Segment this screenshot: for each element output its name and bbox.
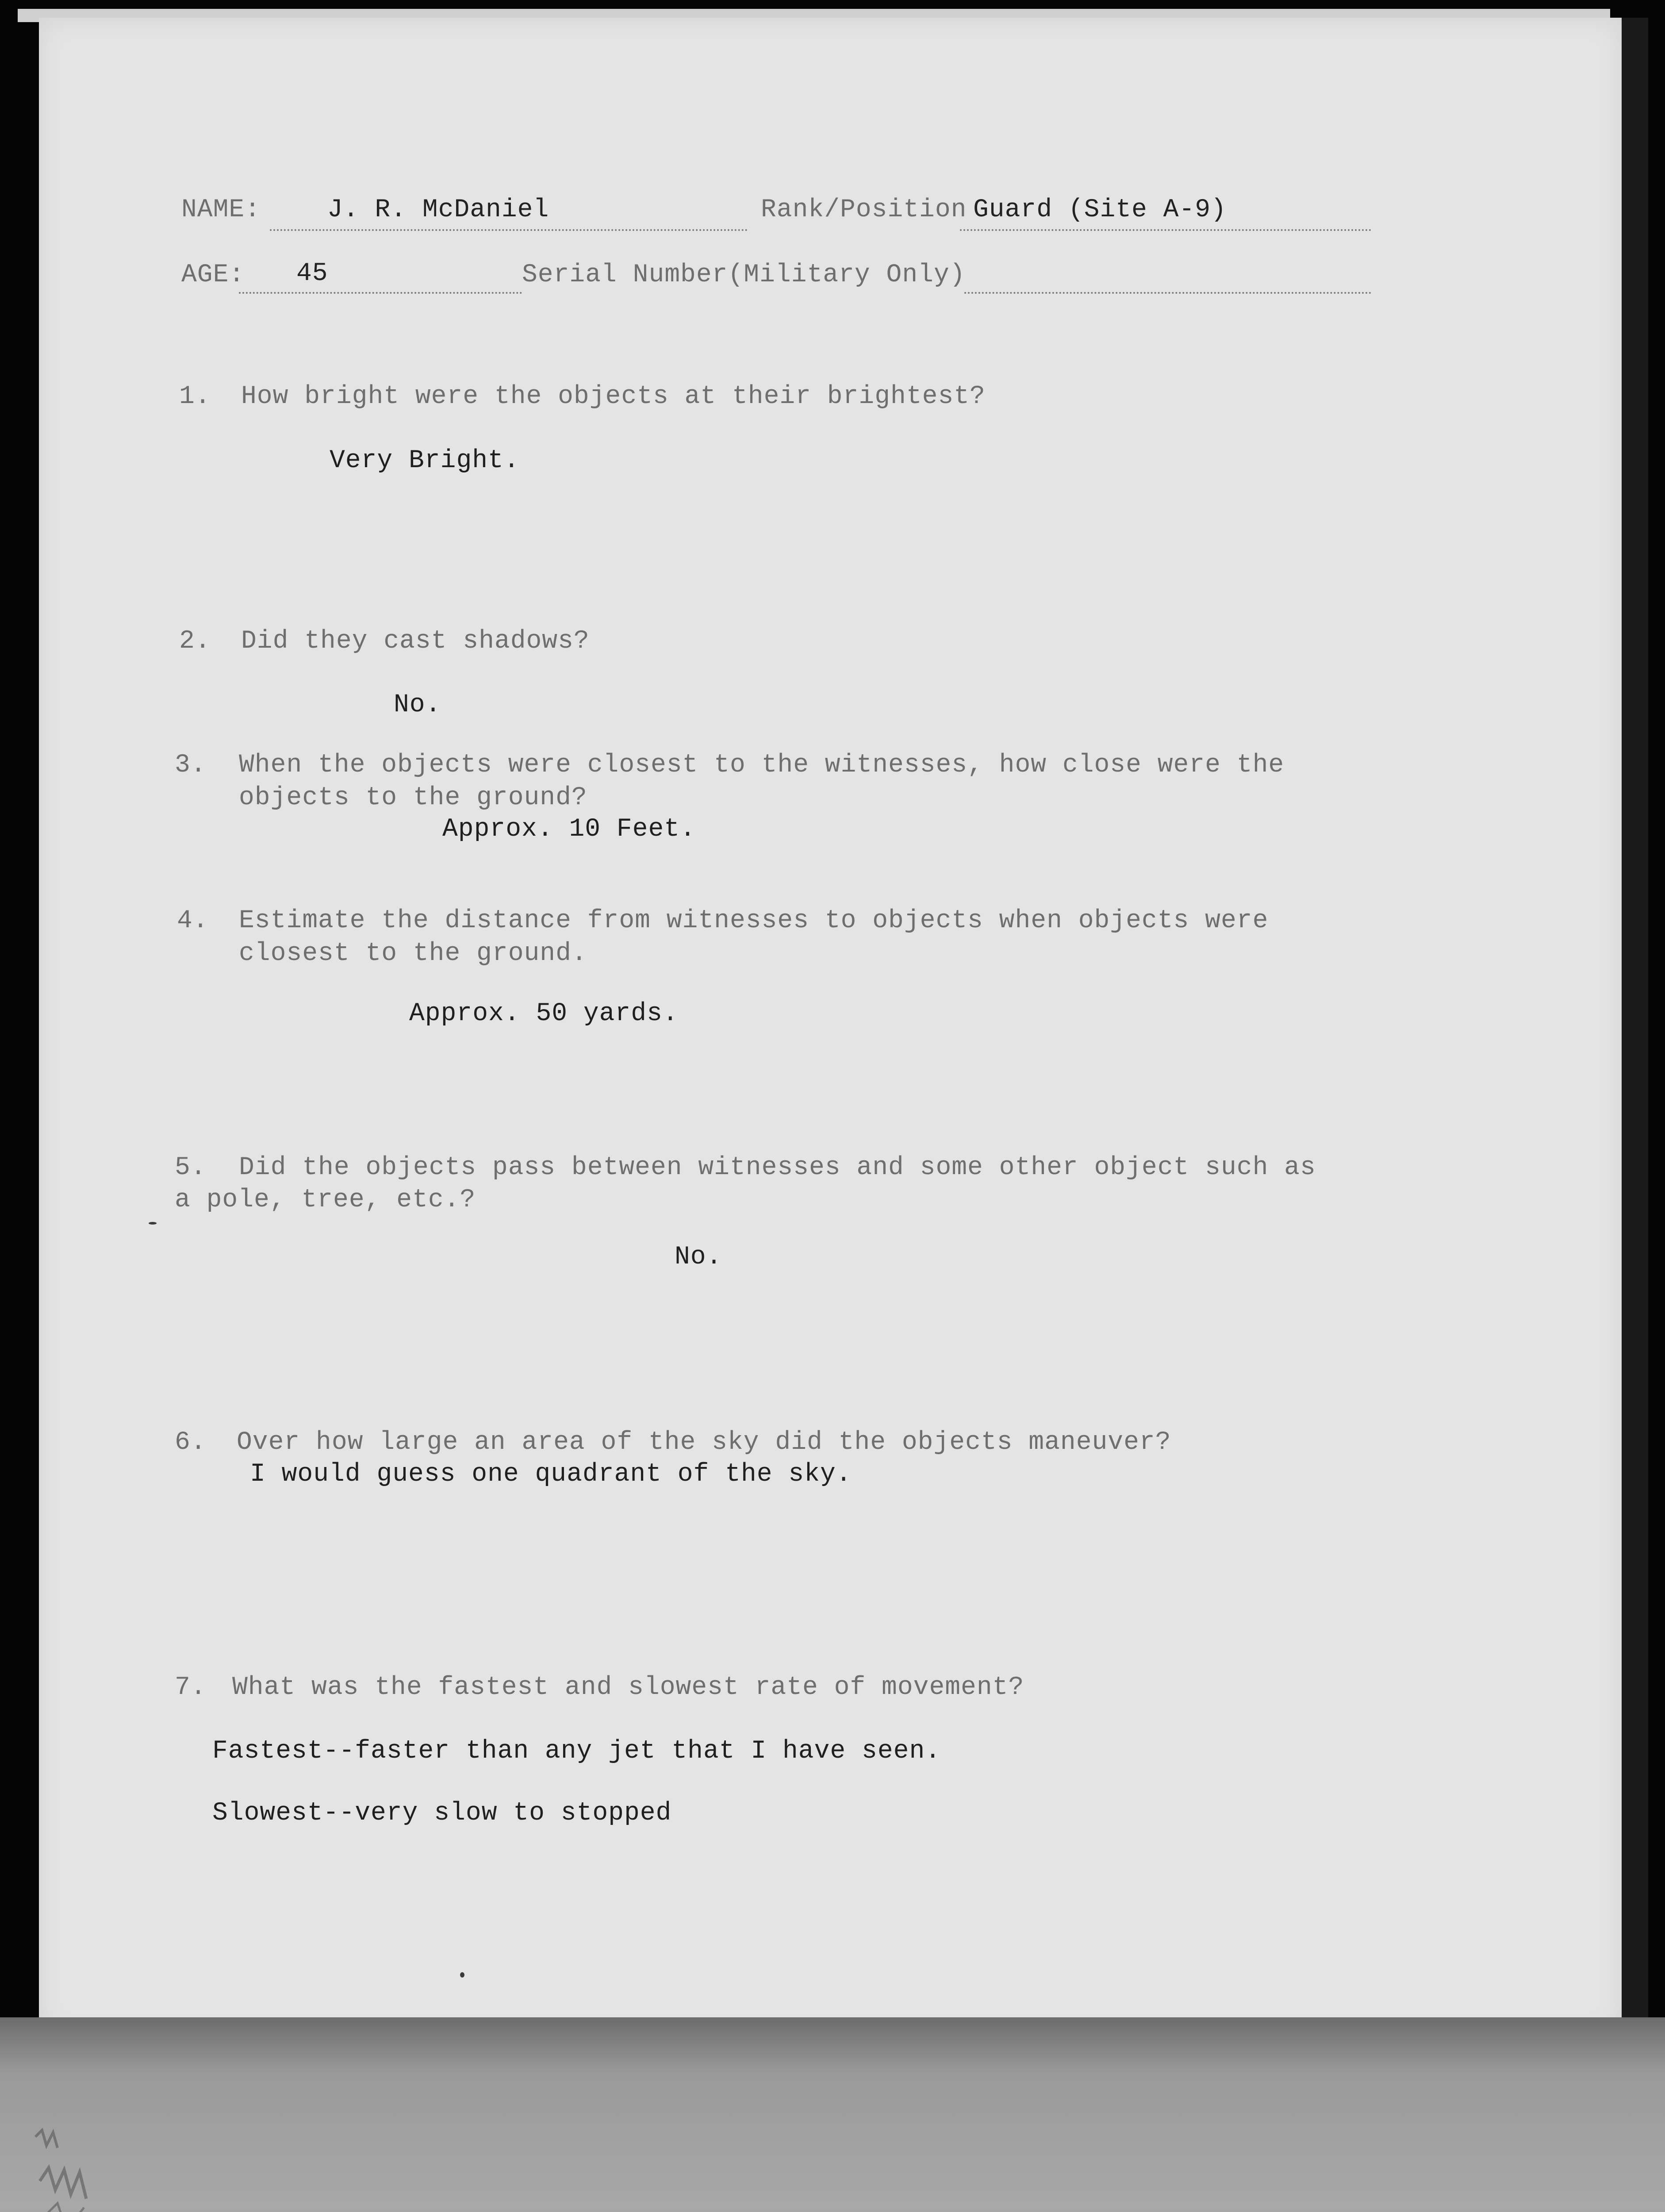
answer-5: No. (675, 1243, 722, 1271)
serial-underline (964, 292, 1371, 294)
name-underline (270, 229, 748, 231)
question-5-text-line-2: a pole, tree, etc.? (175, 1186, 476, 1214)
serial-label: Serial Number(Military Only) (522, 261, 966, 289)
question-5-number: 5. (175, 1153, 207, 1182)
answer-6: I would guess one quadrant of the sky. (250, 1460, 852, 1489)
question-7-text: What was the fastest and slowest rate of movement? (232, 1673, 1024, 1702)
name-label: NAME: (181, 196, 261, 224)
question-7-number: 7. (175, 1673, 207, 1702)
age-underline (239, 292, 522, 294)
answer-7-line-1: Fastest--faster than any jet that I have seen. (212, 1737, 941, 1766)
sheet-right-shadow (1622, 18, 1648, 2035)
rank-label: Rank/Position (761, 196, 967, 224)
question-3-number: 3. (175, 751, 207, 780)
question-2-text: Did they cast shadows? (241, 627, 590, 656)
answer-7-line-2: Slowest--very slow to stopped (212, 1799, 672, 1828)
name-value: J. R. McDaniel (327, 196, 549, 224)
answer-3: Approx. 10 Feet. (442, 815, 696, 844)
question-1-text: How bright were the objects at their brightest? (241, 382, 986, 411)
age-value: 45 (296, 259, 328, 288)
backing-scrawl-marks (31, 2128, 155, 2212)
paper-speck (149, 1222, 157, 1225)
question-4-text-line-2: closest to the ground. (239, 939, 587, 968)
question-4-number: 4. (177, 906, 209, 935)
question-6-number: 6. (175, 1428, 207, 1457)
paper-speck (460, 1972, 464, 1978)
answer-1: Very Bright. (330, 446, 520, 475)
answer-4: Approx. 50 yards. (409, 999, 679, 1028)
rank-underline (960, 229, 1371, 231)
document-sheet (39, 18, 1622, 2035)
backing-board (0, 2017, 1665, 2212)
question-6-text: Over how large an area of the sky did the objects maneuver? (237, 1428, 1171, 1457)
question-4-text-line-1: Estimate the distance from witnesses to objects when objects were (239, 906, 1269, 935)
question-2-number: 2. (179, 627, 211, 656)
rank-value: Guard (Site A-9) (973, 196, 1227, 224)
question-1-number: 1. (179, 382, 211, 411)
question-3-text-line-1: When the objects were closest to the witnesses, how close were the (239, 751, 1285, 780)
question-3-text-line-2: objects to the ground? (239, 783, 587, 812)
question-5-text-line-1: Did the objects pass between witnesses and some other object such as (239, 1153, 1316, 1182)
answer-2: No. (394, 691, 441, 719)
age-label: AGE: (181, 261, 245, 289)
